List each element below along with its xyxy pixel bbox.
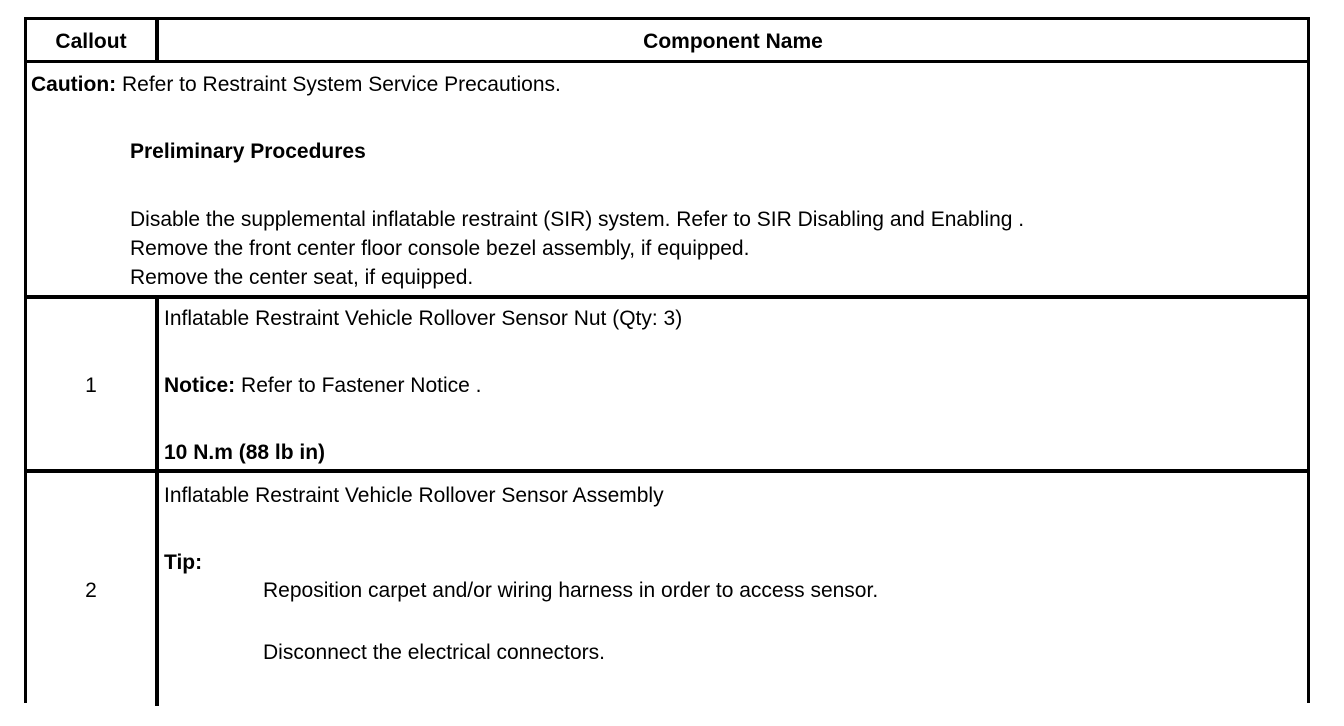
row-1-notice	[164, 375, 481, 396]
caution-divider	[27, 295, 1307, 299]
preliminary-step: Remove the front center floor console bezel assembly, if equipped.	[130, 237, 750, 260]
procedure-table	[24, 17, 1310, 703]
caution-label: Caution:	[31, 73, 117, 96]
caution-text: Refer to Restraint System Service Precautions.	[122, 73, 561, 96]
row-1-callout: 1	[85, 374, 97, 397]
component-column-header: Component Name	[643, 30, 823, 53]
preliminary-step: Disable the supplemental inflatable restraint (SIR) system. Refer to SIR Disabling and Enabling .	[130, 208, 1025, 231]
rows-column-divider	[155, 296, 159, 706]
row-1-divider	[27, 469, 1307, 473]
row-2-callout: 2	[85, 579, 97, 602]
row-1-torque: 10 N.m (88 lb in)	[164, 441, 326, 464]
preliminary-heading: Preliminary Procedures	[130, 140, 366, 163]
tip-label: Tip:	[164, 551, 203, 574]
tip-step: Disconnect the electrical connectors.	[263, 641, 605, 664]
caution-line	[31, 74, 561, 95]
tip-step: Reposition carpet and/or wiring harness in order to access sensor.	[263, 579, 879, 602]
row-2-component: Inflatable Restraint Vehicle Rollover Sensor Assembly	[164, 484, 664, 507]
notice-text: Refer to Fastener Notice .	[241, 374, 482, 397]
header-divider	[27, 60, 1307, 63]
notice-label: Notice:	[164, 374, 236, 397]
callout-column-header: Callout	[55, 30, 127, 53]
row-1-component: Inflatable Restraint Vehicle Rollover Sensor Nut (Qty: 3)	[164, 307, 683, 330]
preliminary-step: Remove the center seat, if equipped.	[130, 266, 474, 289]
